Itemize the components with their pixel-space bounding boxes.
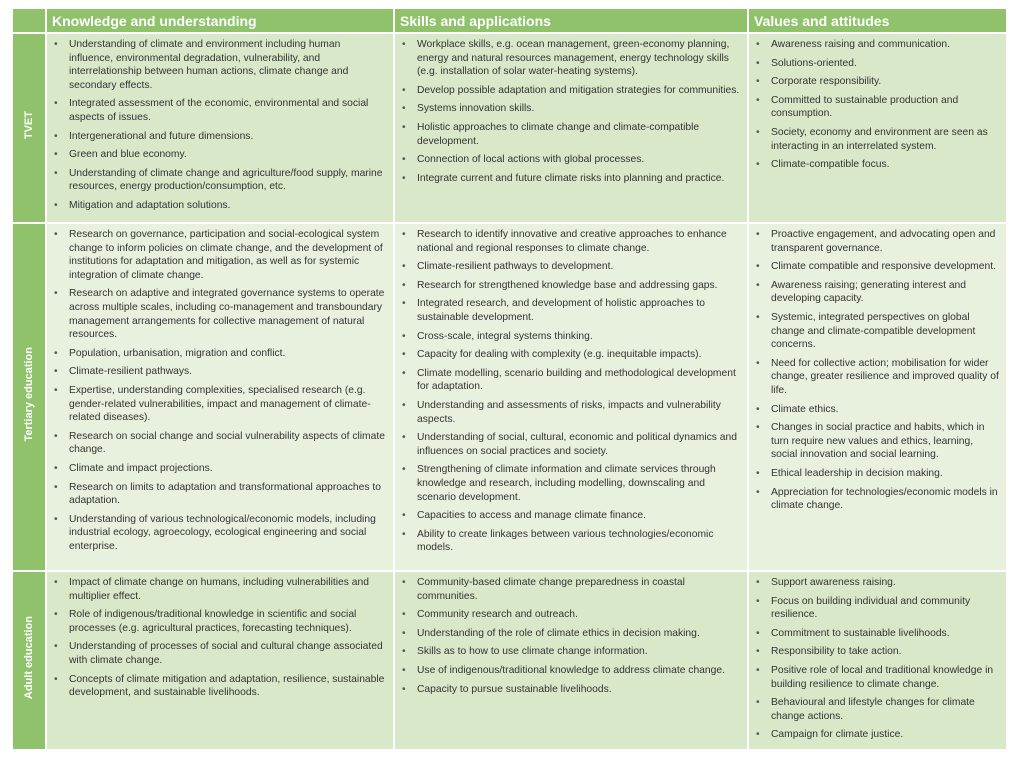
- row-label-cell: [13, 571, 46, 749]
- list-item: • Climate modelling, scenario building and methodological development for adaptation.: [417, 367, 741, 394]
- list-item: • Systemic, integrated perspectives on global change and climate-compatible development concerns.: [771, 311, 1000, 352]
- list-item: • Changes in social practice and habits, which in turn require new values and ethics, learning, social innovation and social learning.: [771, 421, 1000, 462]
- bullet-list: [749, 34, 1006, 172]
- list-item: • Systems innovation skills.: [417, 102, 741, 116]
- list-item: • Climate compatible and responsive development.: [771, 260, 1000, 274]
- list-item: • Impact of climate change on humans, including vulnerabilities and multiplier effect.: [69, 576, 387, 603]
- cell-knowledge: [46, 571, 394, 749]
- list-item: • Climate-resilient pathways.: [69, 365, 387, 379]
- row-tvet: [13, 33, 1007, 223]
- list-item: • Develop possible adaptation and mitigation strategies for communities.: [417, 84, 741, 98]
- cell-knowledge: [46, 223, 394, 571]
- header-skills: Skills and applications: [394, 9, 748, 33]
- list-item: • Capacity for dealing with complexity (e.g. inequitable impacts).: [417, 348, 741, 362]
- row-label: Adult education: [23, 616, 35, 700]
- list-item: • Connection of local actions with global processes.: [417, 153, 741, 167]
- row-label-cell: [13, 223, 46, 571]
- list-item: • Climate-resilient pathways to development.: [417, 260, 741, 274]
- list-item: • Research on governance, participation and social-ecological system change to inform policies on climate change, and the development of institutions for adaptation and mitigation, as well as for systemic integration of climate change.: [69, 228, 387, 282]
- cell-values: [748, 33, 1007, 223]
- list-item: • Proactive engagement, and advocating open and transparent governance.: [771, 228, 1000, 255]
- list-item: • Workplace skills, e.g. ocean management, green-economy planning, energy and natural resources management, energy technology skills (e.g. installation of solar water-heating systems).: [417, 38, 741, 79]
- list-item: • Commitment to sustainable livelihoods.: [771, 627, 1000, 641]
- bullet-list: [395, 572, 747, 696]
- list-item: • Need for collective action; mobilisation for wider change, greater resilience and improved quality of life.: [771, 357, 1000, 398]
- list-item: • Support awareness raising.: [771, 576, 1000, 590]
- cell-skills: [394, 223, 748, 571]
- row-label-cell: [13, 33, 46, 223]
- list-item: • Ethical leadership in decision making.: [771, 467, 1000, 481]
- list-item: • Understanding of climate and environment including human influence, environmental degradation, vulnerability, and interrelationship between human actions, climate change and secondary effects.: [69, 38, 387, 92]
- list-item: • Understanding of the role of climate ethics in decision making.: [417, 627, 741, 641]
- list-item: • Campaign for climate justice.: [771, 728, 1000, 742]
- list-item: • Use of indigenous/traditional knowledge to address climate change.: [417, 664, 741, 678]
- header-row: [13, 9, 1007, 33]
- bullet-list: [395, 224, 747, 555]
- list-item: • Understanding of social, cultural, economic and political dynamics and influences on social practices and society.: [417, 431, 741, 458]
- list-item: • Cross-scale, integral systems thinking.: [417, 330, 741, 344]
- list-item: • Understanding and assessments of risks, impacts and vulnerability aspects.: [417, 399, 741, 426]
- list-item: • Green and blue economy.: [69, 148, 387, 162]
- cell-knowledge: [46, 33, 394, 223]
- bullet-list: [749, 572, 1006, 742]
- bullet-list: [395, 34, 747, 185]
- cell-values: [748, 223, 1007, 571]
- list-item: • Concepts of climate mitigation and adaptation, resilience, sustainable development, and sustainable livelihoods.: [69, 673, 387, 700]
- list-item: • Integrated research, and development of holistic approaches to sustainable development.: [417, 297, 741, 324]
- list-item: • Responsibility to take action.: [771, 645, 1000, 659]
- list-item: • Research on limits to adaptation and transformational approaches to adaptation.: [69, 481, 387, 508]
- list-item: • Understanding of climate change and agriculture/food supply, marine resources, energy production/consumption, etc.: [69, 167, 387, 194]
- bullet-list: [47, 34, 393, 213]
- competency-table: [13, 9, 1008, 749]
- row-label: Tertiary education: [23, 347, 35, 442]
- list-item: • Society, economy and environment are seen as interacting in an interrelated system.: [771, 126, 1000, 153]
- list-item: • Research for strengthened knowledge base and addressing gaps.: [417, 279, 741, 293]
- list-item: • Climate-compatible focus.: [771, 158, 1000, 172]
- list-item: • Behavioural and lifestyle changes for climate change actions.: [771, 696, 1000, 723]
- list-item: • Capacity to pursue sustainable livelihoods.: [417, 683, 741, 697]
- list-item: • Committed to sustainable production and consumption.: [771, 94, 1000, 121]
- list-item: • Skills as to how to use climate change information.: [417, 645, 741, 659]
- list-item: • Awareness raising; generating interest and developing capacity.: [771, 279, 1000, 306]
- list-item: • Population, urbanisation, migration and conflict.: [69, 347, 387, 361]
- list-item: • Community research and outreach.: [417, 608, 741, 622]
- list-item: • Understanding of various technological/economic models, including industrial ecology, agroecology, ecological engineering and social enterprise.: [69, 513, 387, 554]
- list-item: • Holistic approaches to climate change and climate-compatible development.: [417, 121, 741, 148]
- list-item: • Corporate responsibility.: [771, 75, 1000, 89]
- list-item: • Understanding of processes of social and cultural change associated with climate change.: [69, 640, 387, 667]
- list-item: • Climate ethics.: [771, 403, 1000, 417]
- list-item: • Strengthening of climate information and climate services through knowledge and research, including modelling, downscaling and scenario development.: [417, 463, 741, 504]
- list-item: • Integrate current and future climate risks into planning and practice.: [417, 172, 741, 186]
- header-knowledge: Knowledge and understanding: [46, 9, 394, 33]
- list-item: • Ability to create linkages between various technologies/economic models.: [417, 528, 741, 555]
- list-item: • Integrated assessment of the economic, environmental and social aspects of issues.: [69, 97, 387, 124]
- list-item: • Expertise, understanding complexities, specialised research (e.g. gender-related vulnerabilities, impact and management of climate-related diseases).: [69, 384, 387, 425]
- list-item: • Mitigation and adaptation solutions.: [69, 199, 387, 213]
- row-adult: [13, 571, 1007, 749]
- header-corner: [13, 9, 46, 33]
- list-item: • Awareness raising and communication.: [771, 38, 1000, 52]
- list-item: • Solutions-oriented.: [771, 57, 1000, 71]
- bullet-list: [749, 224, 1006, 513]
- list-item: • Positive role of local and traditional knowledge in building resilience to climate change.: [771, 664, 1000, 691]
- list-item: • Focus on building individual and community resilience.: [771, 595, 1000, 622]
- list-item: • Research on adaptive and integrated governance systems to operate across multiple scales, including co-management and transboundary management arrangements for collective management of natural resources.: [69, 287, 387, 341]
- list-item: • Role of indigenous/traditional knowledge in scientific and social processes (e.g. agricultural practices, forecasting techniques).: [69, 608, 387, 635]
- list-item: • Research on social change and social vulnerability aspects of climate change.: [69, 430, 387, 457]
- list-item: • Capacities to access and manage climate finance.: [417, 509, 741, 523]
- row-tertiary: [13, 223, 1007, 571]
- list-item: • Intergenerational and future dimensions.: [69, 130, 387, 144]
- cell-skills: [394, 571, 748, 749]
- list-item: • Community-based climate change preparedness in coastal communities.: [417, 576, 741, 603]
- cell-values: [748, 571, 1007, 749]
- list-item: • Research to identify innovative and creative approaches to enhance national and regional responses to climate change.: [417, 228, 741, 255]
- list-item: • Appreciation for technologies/economic models in climate change.: [771, 486, 1000, 513]
- list-item: • Climate and impact projections.: [69, 462, 387, 476]
- bullet-list: [47, 572, 393, 700]
- row-label: TVET: [23, 111, 35, 140]
- bullet-list: [47, 224, 393, 553]
- cell-skills: [394, 33, 748, 223]
- header-values: Values and attitudes: [748, 9, 1007, 33]
